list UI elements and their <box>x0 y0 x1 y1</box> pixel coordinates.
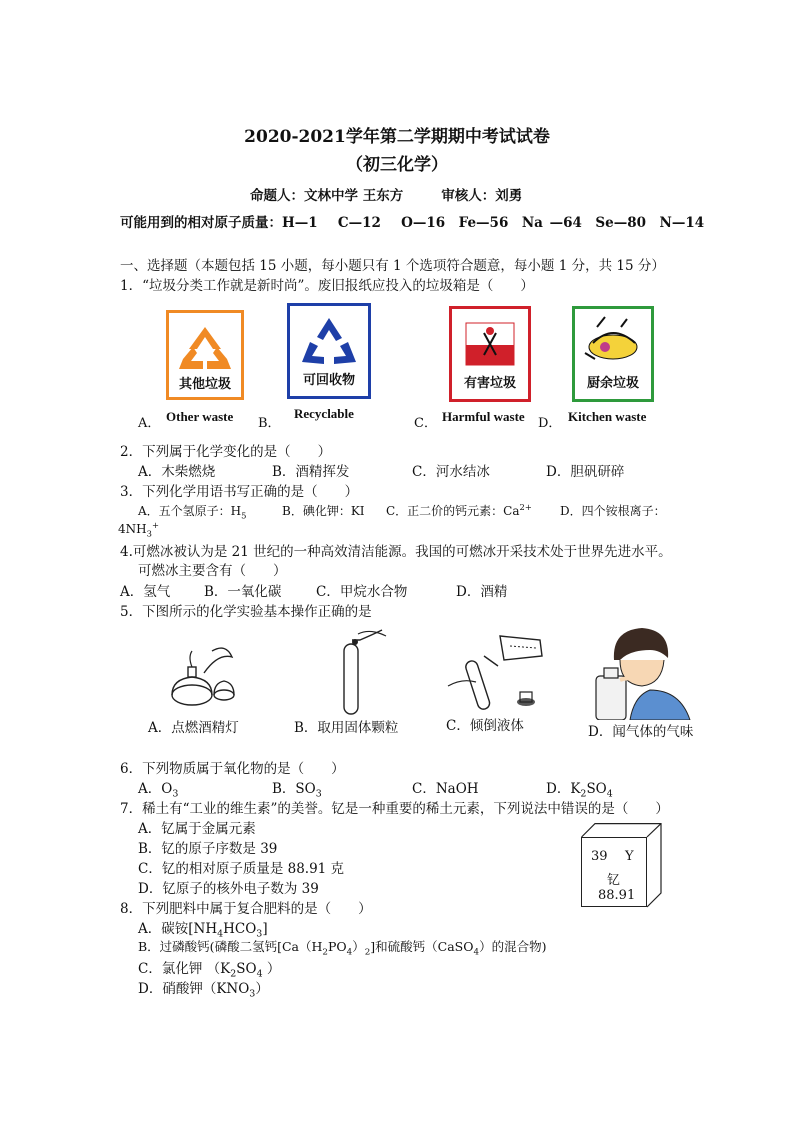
q4-option-c: C．甲烷水合物 <box>316 584 408 600</box>
authors-line <box>250 184 522 204</box>
q1-option-b-letter: B． <box>258 416 281 431</box>
q1-caption-d: Kitchen waste <box>568 409 647 424</box>
q7-option-a: A．钇属于金属元素 <box>138 821 256 837</box>
bin-other-waste-image <box>166 310 244 400</box>
bin-label: 可回收物 <box>302 373 355 388</box>
section-heading: 一、选择题（本题包括 15 小题，每小题只有 1 个选项符合题意，每小题 1 分，共 15 分） <box>120 258 665 274</box>
reviewer-label: 审核人：刘勇 <box>441 188 523 204</box>
q3-option-d-formula-sup: + <box>151 520 159 530</box>
element-name: 钇 <box>607 873 621 888</box>
q8-option-c-s2: 4 <box>256 968 263 980</box>
q8-option-b-t3: ） <box>352 939 365 954</box>
q3-option-c-sup: 2+ <box>519 502 532 512</box>
q5-caption-d: D．闻气体的气味 <box>588 724 694 740</box>
q5-caption-c: C．倾倒液体 <box>446 718 524 734</box>
q3-option-a-text: A．五个氢原子：H <box>138 504 242 518</box>
q1-stem: 1．“垃圾分类工作就是新时尚”。废旧报纸应投入的垃圾箱是（ ） <box>120 278 534 294</box>
q8-option-b-s4: 4 <box>473 947 480 958</box>
q8-option-d-t2: ） <box>255 981 269 997</box>
q1-caption-c: Harmful waste <box>442 409 525 424</box>
q8-option-a-t2: HCO <box>223 921 257 937</box>
q5-caption-b: B．取用固体颗粒 <box>294 720 399 736</box>
q6-option-a-sub: 3 <box>172 788 179 800</box>
smelling-gas-illustration <box>590 620 696 720</box>
bin-recyclable-image <box>287 303 371 399</box>
q2-option-b: B．酒精挥发 <box>272 464 350 480</box>
q8-option-b-t5: ）的混合物) <box>479 939 547 954</box>
q8-option-b-t2: PO <box>327 939 347 954</box>
q4-stem: 4.可燃冰被认为是 21 世纪的一种高效清洁能源。我国的可燃冰开采技术处于世界先进水平。 <box>120 544 672 560</box>
element-atomic-number: 39 <box>591 849 608 864</box>
q3-option-c <box>386 502 532 519</box>
q6-option-b-text: B．SO <box>272 781 316 797</box>
q8-option-b-t1: B．过磷酸钙(磷酸二氢钙[Ca（H <box>138 939 323 954</box>
author-label: 命题人：文林中学 王东方 <box>250 188 404 204</box>
test-tube-solid-illustration <box>330 626 390 721</box>
bin-label: 其他垃圾 <box>178 377 231 392</box>
q3-option-a <box>138 502 246 520</box>
bin-label: 有害垃圾 <box>463 376 516 391</box>
lighting-alcohol-lamp-illustration <box>160 633 240 713</box>
q7-option-b: B．钇的原子序数是 39 <box>138 841 278 857</box>
atomic-masses: 可能用到的相对原子质量：H—1 C—12 O—16 Fe—56 Na —64 Se—80 N—14 <box>120 215 705 231</box>
q8-option-a-s1: 4 <box>217 928 224 940</box>
page-title: 2020-2021学年第二学期期中考试试卷 <box>244 127 550 147</box>
pouring-liquid-illustration <box>440 626 550 716</box>
q8-option-b-t4: ]和硫酸钙（CaSO <box>370 939 474 954</box>
q3-option-d: D．四个铵根离子： <box>560 504 666 518</box>
q1-option-c-letter: C． <box>414 416 437 431</box>
bin-harmful-waste-image <box>449 306 531 402</box>
q4-stem-2: 可燃冰主要含有（ ） <box>138 563 287 579</box>
q5-caption-a: A．点燃酒精灯 <box>148 720 239 736</box>
q8-option-b-s3: 2 <box>364 947 371 958</box>
q8-option-b-s1: 2 <box>322 947 328 958</box>
q6-option-d-text2: SO <box>586 781 607 797</box>
q8-stem: 8．下列肥料中属于复合肥料的是（ ） <box>120 901 372 917</box>
q3-option-d-formula-text: 4NH <box>118 522 147 536</box>
q3-stem: 3．下列化学用语书写正确的是（ ） <box>120 484 359 500</box>
q7-option-d: D．钇原子的核外电子数为 39 <box>138 881 319 897</box>
q8-option-d <box>138 977 269 1000</box>
q3-option-c-text: C．正二价的钙元素：Ca <box>386 504 520 518</box>
q1-caption-a: Other waste <box>166 409 234 424</box>
page-subtitle: （初三化学） <box>346 155 448 175</box>
q6-option-d-sub2: 4 <box>606 788 613 800</box>
q6-option-d-text: D．K <box>546 781 581 797</box>
q8-option-c-t2: SO <box>236 961 257 977</box>
q7-option-c: C．钇的相对原子质量是 88.91 克 <box>138 861 345 877</box>
q3-option-d-formula-sub: 3 <box>146 528 152 539</box>
q4-option-a: A．氢气 <box>120 584 171 600</box>
q8-option-a-s2: 3 <box>256 928 263 940</box>
q6-stem: 6．下列物质属于氧化物的是（ ） <box>120 761 345 777</box>
q4-option-b: B．一氧化碳 <box>204 584 282 600</box>
q8-option-a-t3: ] <box>262 921 268 937</box>
q7-stem: 7．稀土有“工业的维生素”的美誉。钇是一种重要的稀土元素，下列说法中错误的是（ ） <box>120 801 669 817</box>
q8-option-b-s2: 4 <box>346 947 353 958</box>
q6-option-d-sub1: 2 <box>580 788 587 800</box>
q8-option-d-s1: 3 <box>249 988 256 1000</box>
q1-option-d-letter: D． <box>538 416 562 431</box>
q8-option-d-t1: D．硝酸钾（KNO <box>138 981 250 997</box>
bin-label: 厨余垃圾 <box>586 376 639 391</box>
q3-option-b: B．碘化钾：KI <box>282 504 365 518</box>
q4-option-d: D．酒精 <box>456 584 508 600</box>
q3-option-d-formula <box>118 520 159 538</box>
kitchen-waste-icon <box>575 313 651 375</box>
q2-option-a: A．木柴燃烧 <box>138 464 216 480</box>
bin-kitchen-waste-image <box>572 306 654 402</box>
other-waste-icon <box>169 319 241 379</box>
q8-option-c-s1: 2 <box>230 968 237 980</box>
q2-option-c: C．河水结冰 <box>412 464 490 480</box>
q8-option-c-t1: C．氯化钾 （K <box>138 961 231 977</box>
element-atomic-mass: 88.91 <box>598 888 636 903</box>
q2-stem: 2．下列属于化学变化的是（ ） <box>120 444 332 460</box>
q5-stem: 5．下图所示的化学实验基本操作正确的是 <box>120 604 372 620</box>
harmful-waste-icon <box>452 315 528 377</box>
q3-option-a-sub: 5 <box>241 510 247 521</box>
q6-option-a-text: A．O <box>138 781 173 797</box>
q8-option-c-t3: ） <box>262 961 281 977</box>
q6-option-b-sub: 3 <box>315 788 322 800</box>
q1-caption-b: Recyclable <box>294 406 354 421</box>
q1-option-a-letter: A． <box>138 416 161 431</box>
q8-option-a-t1: A．碳铵[NH <box>138 921 218 937</box>
element-symbol: Y <box>625 849 634 864</box>
q2-option-d: D．胆矾研碎 <box>546 464 625 480</box>
element-card-yttrium <box>581 823 661 907</box>
q6-option-c: C．NaOH <box>412 781 479 797</box>
q8-option-b <box>138 937 546 958</box>
